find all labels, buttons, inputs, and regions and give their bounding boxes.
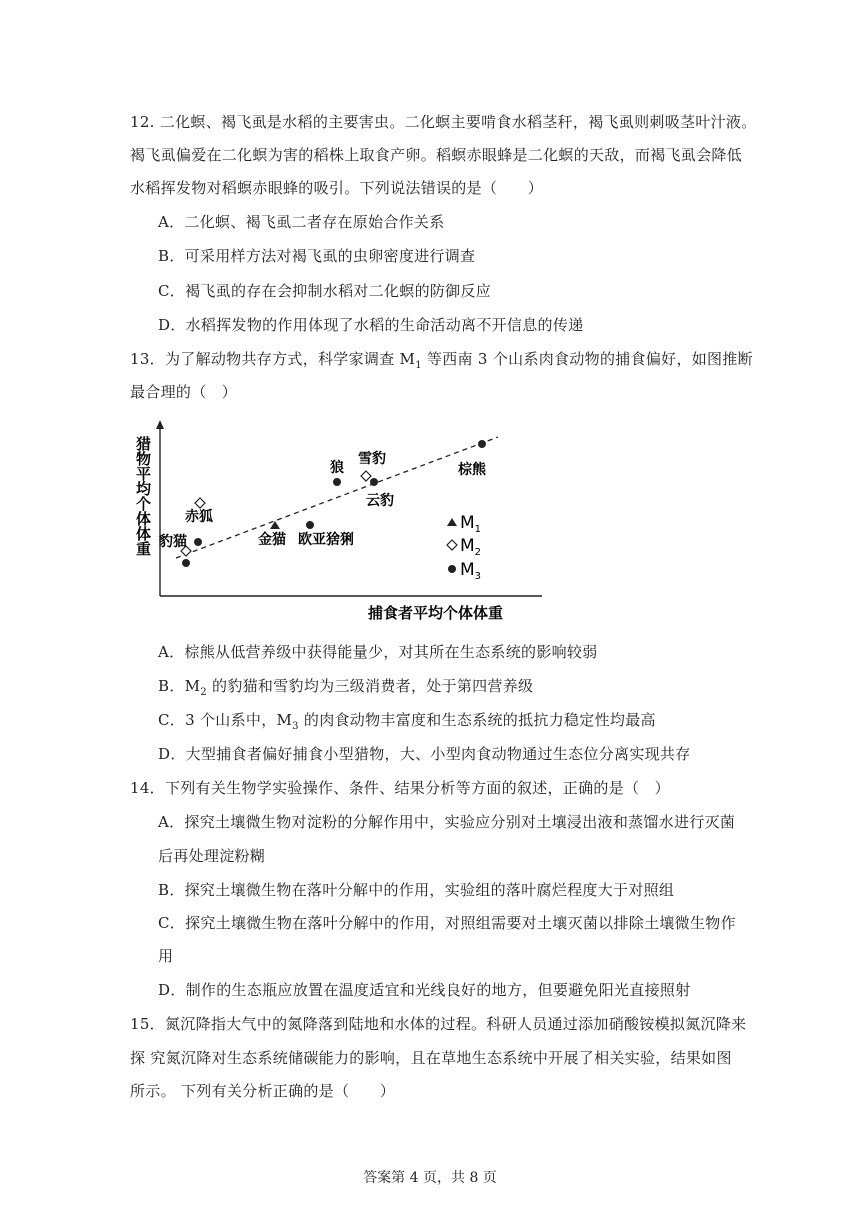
q13-option-d: D．大型捕食者偏好捕食小型猎物，大、小型肉食动物通过生态位分离实现共存 — [158, 745, 691, 763]
q14-option-a-line-1: A．探究土壤微生物对淀粉的分解作用中，实验应分别对土壤浸出液和蒸馏水进行灭菌 — [158, 813, 736, 831]
q13-stem-post: 等西南 3 个山系肉食动物的捕食偏好，如图推断 — [421, 350, 753, 368]
q14-option-b: B．探究土壤微生物在落叶分解中的作用，实验组的落叶腐烂程度大于对照组 — [158, 881, 675, 899]
q15-stem-line-3: 所示。 下列有关分析正确的是（ ） — [130, 1082, 396, 1100]
label-wolf: 狼 — [330, 460, 344, 476]
q12-option-d: D．水稻挥发物的作用体现了水稻的生命活动离不开信息的传递 — [158, 316, 584, 334]
q14-option-c-line-1: C．探究土壤微生物在落叶分解中的作用，对照组需要对土壤灭菌以排除土壤微生物作 — [158, 914, 736, 932]
legend-m2: $M_2$ — [460, 536, 482, 558]
q13-option-c — [158, 710, 656, 737]
legend-m3: $M_3$ — [460, 560, 482, 582]
q13-figure — [130, 418, 550, 628]
q12-option-b: B．可采用样方法对褐飞虱的虫卵密度进行调查 — [158, 247, 476, 265]
label-brown-bear: 棕熊 — [458, 462, 486, 478]
q14-option-d: D．制作的生态瓶应放置在温度适宜和光线良好的地方，但要避免阳光直接照射 — [158, 981, 691, 999]
q13-stem-sub: 1 — [415, 360, 422, 371]
q12-option-a: A．二化螟、褐飞虱二者存在原始合作关系 — [158, 213, 445, 231]
q13-option-c-pre: C．3 个山系中，M — [158, 711, 293, 729]
q13-option-a: A．棕熊从低营养级中获得能量少，对其所在生态系统的影响较弱 — [158, 643, 598, 661]
x-axis-label: 捕食者平均个体体重 — [368, 604, 504, 622]
legend-m1: $M_1$ — [460, 513, 482, 535]
q13-option-c-sub: 3 — [292, 721, 299, 732]
point-m3-wolf — [333, 478, 341, 486]
legend-circle-icon — [448, 565, 456, 573]
y-axis-arrow — [156, 420, 164, 429]
label-fox: 赤狐 — [185, 509, 213, 525]
q13-stem-line-2: 最合理的（ ） — [130, 383, 238, 401]
label-golden-cat: 金猫 — [258, 532, 286, 548]
q13-scatter-figure — [130, 418, 550, 628]
q13-option-b-sub: 2 — [200, 687, 207, 698]
q13-option-b-pre: B．M — [158, 677, 201, 695]
label-snow-leopard: 雪豹 — [358, 451, 386, 467]
point-m3-lynx — [306, 521, 314, 529]
q12-stem-line-2: 褐飞虱偏爱在二化螟为害的稻株上取食产卵。稻螟赤眼蜂是二化螟的天敌，而褐飞虱会降低 — [130, 146, 743, 164]
label-clouded-leopard: 云豹 — [366, 493, 394, 509]
legend-diamond-icon — [447, 540, 457, 550]
q14-option-a-line-2: 后再处理淀粉糊 — [158, 847, 266, 865]
y-axis-label: 猎物平均个体体重 — [134, 436, 152, 556]
point-m2-snow-leopard — [361, 471, 371, 481]
q13-stem-pre: 13．为了解动物共存方式，科学家调查 M — [130, 350, 416, 368]
point-m2-fox — [195, 498, 205, 508]
q12-stem-line-3: 水稻挥发物对稻螟赤眼蜂的吸引。下列说法错误的是（ ） — [130, 179, 544, 197]
label-lynx: 欧亚猞猁 — [298, 532, 354, 548]
q13-stem-line-1 — [130, 349, 753, 376]
label-leopard-cat: 豹猫 — [159, 534, 187, 550]
q14-option-c-line-2: 用 — [158, 947, 174, 965]
point-m3-small-1 — [182, 559, 190, 567]
q12-stem-line-1: 12. 二化螟、褐飞虱是水稻的主要害虫。二化螟主要啃食水稻茎秆，褐飞虱则刺吸茎叶汁液。 — [130, 113, 757, 131]
q12-option-c: C．褐飞虱的存在会抑制水稻对二化螟的防御反应 — [158, 282, 492, 300]
q14-stem: 14．下列有关生物学实验操作、条件、结果分析等方面的叙述，正确的是（ ） — [130, 779, 670, 797]
point-m3-small-2 — [194, 538, 202, 546]
q13-option-c-post: 的肉食动物丰富度和生态系统的抵抗力稳定性均最高 — [298, 711, 656, 729]
q13-option-b — [158, 676, 533, 703]
q15-stem-line-1: 15．氮沉降指大气中的氮降落到陆地和水体的过程。科研人员通过添加硝酸铵模拟氮沉降来 — [130, 1015, 747, 1033]
point-m3-brown-bear — [478, 440, 486, 448]
legend — [447, 513, 481, 582]
legend-triangle-icon — [447, 518, 457, 526]
point-m3-clouded-leopard — [370, 478, 378, 486]
page-footer: 答案第 4 页，共 8 页 — [363, 1170, 497, 1186]
q13-option-b-post: 的豹猫和雪豹均为三级消费者，处于第四营养级 — [206, 677, 534, 695]
q15-stem-line-2: 探 究氮沉降对生态系统储碳能力的影响，且在草地生态系统中开展了相关实验，结果如图 — [130, 1049, 732, 1067]
